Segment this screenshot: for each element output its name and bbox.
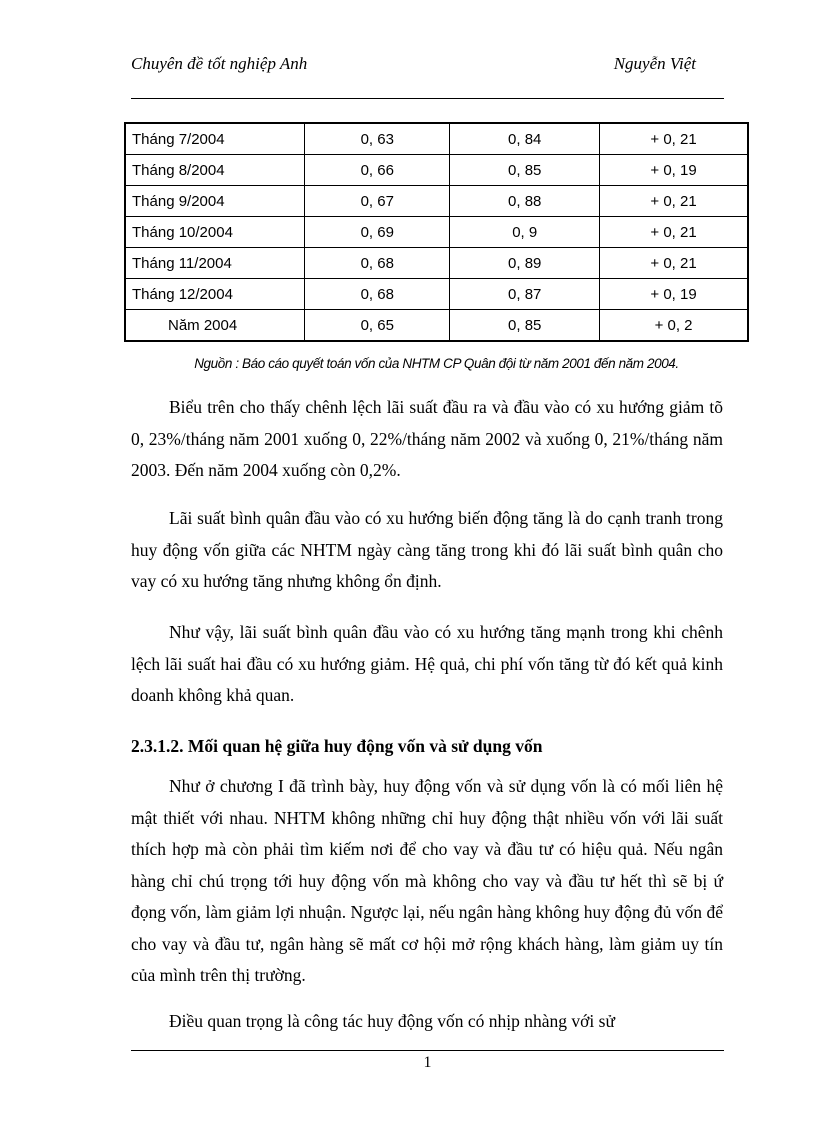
paragraph: Như vậy, lãi suất bình quân đầu vào có xu hướng tăng mạnh trong khi chênh lệch lãi suất hai đầu có xu hướng giảm. Hệ quả, chi phí vốn tăng từ đó kết quả kinh doanh không khả quan. xyxy=(131,622,723,705)
table-cell: 0, 67 xyxy=(305,186,450,217)
table-cell-period: Tháng 12/2004 xyxy=(125,279,305,310)
paragraph: Như ở chương I đã trình bày, huy động vốn và sử dụng vốn là có mối liên hệ mật thiết với nhau. NHTM không những chỉ huy động thật nhiều vốn với lãi suất thích hợp mà còn phải tìm kiếm nơi để cho vay và đầu tư có hiệu quả. Nếu ngân hàng chỉ chú trọng tới huy động vốn mà không cho vay và đầu tư hết thì sẽ bị ứ đọng vốn, làm giảm lợi nhuận. Ngược lại, nếu ngân hàng không huy động đủ vốn để cho vay và đầu tư, ngân hàng sẽ mất cơ hội mở rộng khách hàng, làm giảm uy tín của mình trên thị trường. xyxy=(131,776,723,985)
table-row xyxy=(125,123,748,155)
table-source-note: Nguồn : Báo cáo quyết toán vốn của NHTM CP Quân đội từ năm 2001 đến năm 2004. xyxy=(194,356,679,371)
table-row xyxy=(125,279,748,310)
table-cell-period: Tháng 11/2004 xyxy=(125,248,305,279)
page-number: 1 xyxy=(423,1054,432,1071)
table-cell-period: Tháng 7/2004 xyxy=(125,123,305,155)
paragraph: Điều quan trọng là công tác huy động vốn có nhịp nhàng với sử xyxy=(169,1011,615,1031)
table-cell: 0, 68 xyxy=(305,279,450,310)
table-cell: + 0, 21 xyxy=(600,217,748,248)
footer-divider xyxy=(131,1050,724,1051)
table-cell-period: Năm 2004 xyxy=(125,310,305,342)
header-document-title: Chuyên đề tốt nghiệp Anh xyxy=(131,54,308,73)
table-cell: 0, 89 xyxy=(450,248,600,279)
table-cell: 0, 68 xyxy=(305,248,450,279)
header-author-name: Nguyễn Việt xyxy=(613,54,696,73)
table-cell: 0, 63 xyxy=(305,123,450,155)
table-cell: + 0, 19 xyxy=(600,279,748,310)
table-cell-period: Tháng 9/2004 xyxy=(125,186,305,217)
table-cell: + 0, 2 xyxy=(600,310,748,342)
table-cell: 0, 66 xyxy=(305,155,450,186)
table-row xyxy=(125,217,748,248)
page-header xyxy=(131,52,724,99)
table-cell-period: Tháng 10/2004 xyxy=(125,217,305,248)
table-cell: + 0, 21 xyxy=(600,123,748,155)
table-cell: + 0, 21 xyxy=(600,186,748,217)
table-cell: 0, 85 xyxy=(450,310,600,342)
table-row xyxy=(125,248,748,279)
table-row xyxy=(125,186,748,217)
table-cell-period: Tháng 8/2004 xyxy=(125,155,305,186)
paragraph: Lãi suất bình quân đầu vào có xu hướng biến động tăng là do cạnh tranh trong huy động vốn giữa các NHTM ngày càng tăng trong khi đó lãi suất bình quân cho vay có xu hướng tăng nhưng không ổn định. xyxy=(131,508,723,591)
table-row xyxy=(125,155,748,186)
table-cell: 0, 87 xyxy=(450,279,600,310)
table-row-total xyxy=(125,310,748,342)
table-cell: 0, 9 xyxy=(450,217,600,248)
table-cell: 0, 69 xyxy=(305,217,450,248)
table-cell: + 0, 19 xyxy=(600,155,748,186)
table-cell: 0, 84 xyxy=(450,123,600,155)
paragraph: Biểu trên cho thấy chênh lệch lãi suất đầu ra và đầu vào có xu hướng giảm tõ 0, 23%/tháng năm 2001 xuống 0, 22%/tháng năm 2002 và xuống 0, 21%/tháng năm 2003. Đến năm 2004 xuống còn 0,2%. xyxy=(131,397,723,480)
table-cell: 0, 88 xyxy=(450,186,600,217)
interest-rate-table xyxy=(124,122,749,342)
table-cell: 0, 65 xyxy=(305,310,450,342)
table-cell: + 0, 21 xyxy=(600,248,748,279)
section-heading: 2.3.1.2. Mối quan hệ giữa huy động vốn và sử dụng vốn xyxy=(131,736,543,756)
table-cell: 0, 85 xyxy=(450,155,600,186)
